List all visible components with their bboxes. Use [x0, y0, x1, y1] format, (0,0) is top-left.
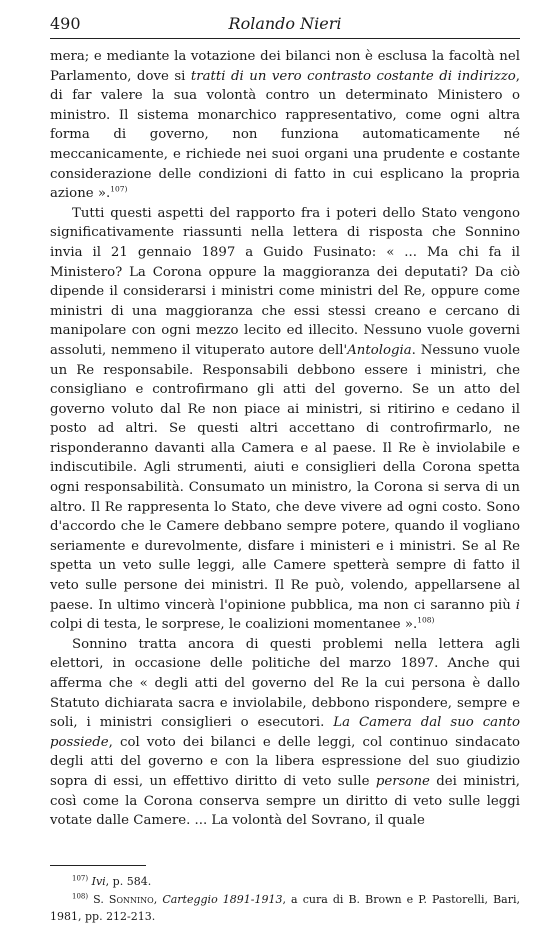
text-run: dei ministri, così come la Corona conserva sempre un diritto di veto sulle leggi votate dalle Camere. ... La volontà del Sovrano, il quale — [50, 773, 520, 829]
italic-text: persone — [375, 773, 430, 789]
page-number: 490 — [50, 14, 81, 33]
page-header — [50, 12, 520, 39]
text-run: colpi di testa, le sorprese, le coalizioni momentanee ». — [50, 617, 418, 633]
italic-text: Antologia — [347, 342, 412, 358]
running-title: Rolando Nieri — [228, 14, 342, 33]
text-run: , col voto dei bilanci e delle leggi, col continuo sindacato degli atti del governo e con la libera espressione del suo giudizio sopra di essi, un effettivo diritto di veto sulle — [50, 734, 520, 789]
paragraph — [50, 635, 520, 831]
text-run: Sonnino tratta ancora di questi problemi nella lettera agli elettori, in occasione delle politiche del marzo 1897. Anche qui afferma che « degli atti del governo del Re la cui persona è dallo Statuto dichiarata sacra e inviolabile, debbono rispondere, sempre e soli, i ministri consiglieri o esecutori. — [50, 636, 520, 731]
italic-text: Carteggio 1891-1913 — [162, 893, 283, 907]
paragraph — [50, 204, 520, 635]
paragraph — [50, 47, 520, 204]
text-run: . Nessuno vuole un Re responsabile. Responsabili debbono essere i ministri, che consigliano e controfirmano gli atti del governo. Se un atto del governo voluto dal Re non piace ai ministri, si ritirino e cedano il posto ad altri. Se questi altri accettano di controfirmarlo, ne risponderanno davanti alla Camera e al paese. Il Re è inviolabile e indiscutibile. Agli strumenti, aiuti e consiglieri della Corona spetta ogni responsabilità. Consumato un ministro, la Corona si serva di un altro. Il Re rappresenta lo Stato, che deve vivere ad ogni costo. Sono d'accordo che le Camere debbano sempre potere, quando il vogliano seriamente e durevolmente, disfare i ministeri e i ministri. Se al Re spetta un veto sulle leggi, alle Camere spetterà sempre di fatto il veto sulle persone dei ministri. Il Re può, volendo, appellarsene al paese. In ultimo vincerà l'opinione pubblica, ma non ci saranno più — [50, 342, 520, 613]
footnote — [50, 892, 520, 925]
body-text — [50, 47, 520, 831]
footnote-marker: 107) — [110, 184, 128, 194]
text-run: Tutti questi aspetti del rapporto fra i poteri dello Stato vengono significativamente riassunti nella lettera di risposta che Sonnino invia il 21 gennaio 1897 a Guido Fusinato: « ... Ma chi fa il Ministero? La Corona oppure la maggioranza dei deputati? Da ciò dipende il considerarsi i ministri come ministri del Re, oppure come ministri di una maggioranza che essi stessi creano e cercano di manipolare con ogni mezzo lecito ed illecito. Nessuno vuole governi assoluti, nemmeno il vituperato autore dell' — [50, 205, 520, 358]
footnotes — [50, 874, 520, 926]
italic-text: i — [515, 597, 520, 613]
footnote-marker: 108) — [72, 892, 89, 901]
text-run: S. — [88, 893, 109, 907]
italic-text: La Camera dal suo canto possiede — [50, 715, 520, 750]
italic-text: tratti di un vero contrasto costante di indirizzo — [190, 68, 516, 84]
text-run: mera; e mediante la votazione dei bilanci non è esclusa la facoltà nel Parlamento, dove si — [50, 49, 520, 84]
text-run: , a cura di B. Brown e P. Pastorelli, Bari, 1981, pp. 212-213. — [50, 893, 520, 923]
text-run: , p. 584. — [105, 874, 152, 888]
author-name: Sonnino — [108, 893, 154, 907]
text-run: , — [153, 893, 163, 907]
footnote-marker: 108) — [417, 615, 435, 625]
footnote — [50, 874, 520, 891]
italic-text: Ivi — [91, 874, 106, 888]
footnote-marker: 107) — [72, 874, 89, 883]
footnote-divider — [50, 865, 146, 866]
text-run: , di far valere la sua volontà contro un determinato Ministero o ministro. Il sistema monarchico rappresentativo, come ogni altra forma di governo, non funziona automaticamente né meccanicamente, e richiede nei suoi organi una prudente e costante considerazione delle condizioni di fatto in cui esplicano la propria azione ». — [50, 68, 520, 202]
book-page — [50, 12, 520, 927]
